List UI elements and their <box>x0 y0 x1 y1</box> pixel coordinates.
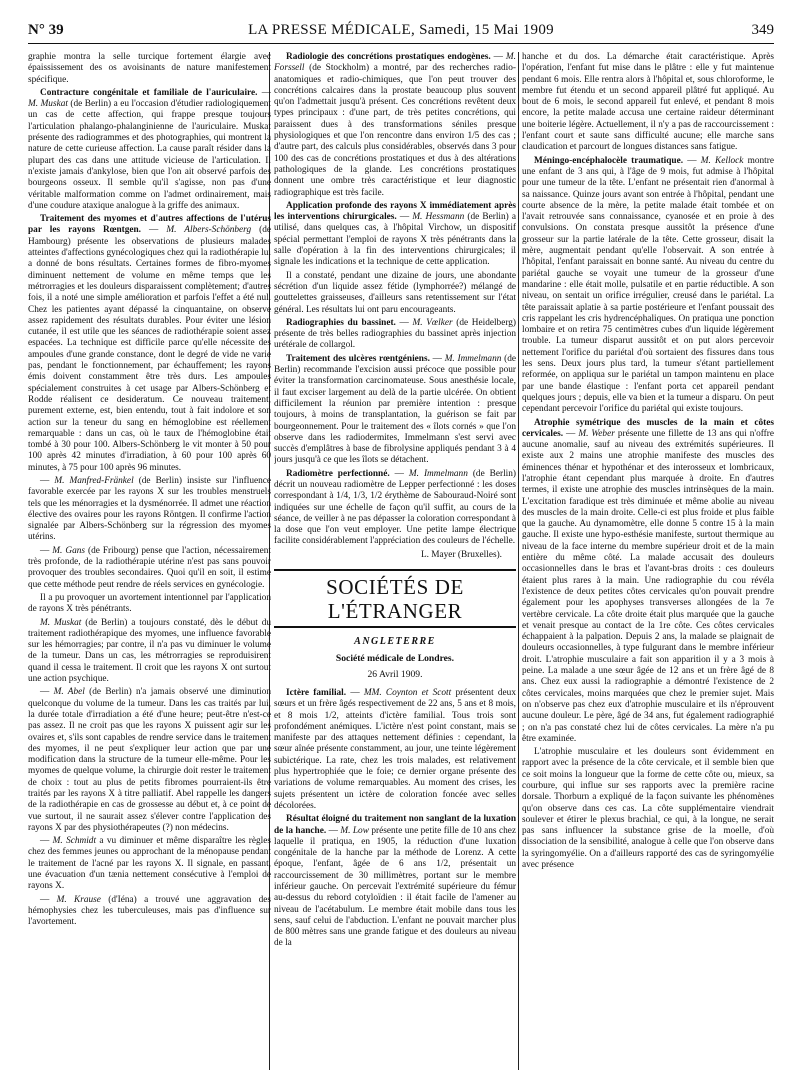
article-title: Radiographies du bassinet. <box>286 317 396 328</box>
author: M. Hessmann <box>412 212 465 223</box>
article-title: Ictère familial. <box>286 687 347 698</box>
author: M. Manfred-Fränkel <box>54 475 134 486</box>
page-number: 349 <box>751 22 774 38</box>
paragraph: hanche et du dos. La démarche était caractéristique. Après l'opération, l'enfant fut mise dans le plâtre : elle y fut maintenue pendant 6 mois. Elle rentra alors à l'hôpital et, sous chloroforme, le membre fut étendu et un second appareil plâtré fut appliqué. Au bout de 6 mois, le second appareil fut enlevé, et pendant 8 mois encore, la petite malade accusa une certaine raideur déterminant une boiterie légère. Actuellement, il n'y a pas de raccourcissement : l'enfant court et saute sans difficulté aucune; elle marche sans claudication et parcourt de longues distances sans fatigue. <box>522 52 774 153</box>
article-myomes: Traitement des myomes et d'autres affections de l'utérus par les rayons Rœntgen. — M. Albers-Schönberg (de Hambourg) présente les observations de plusieurs malades atteintes d'affections gynécologiques chez qui la radiothérapie lui a donné de bons résultats. Certaines formes de fibro-myomes diminuent nettement de volume en même temps que les métrorragies et les douleurs disparaissent complètement; d'autres fois, il a noté une simple amélioration et parfois l'effet a été nul. Chez les patientes ayant dépassé la cinquantaine, on observe assez rapidement des résultats durables. Pour éviter une lésion cutanée, il est utile que les séances de radiothérapie soient assez espacées. La technique est difficile parce qu'elle nécessite des ampoules d'une grande constance, dont le degré de vide ne varie pas, pendant le fonctionnement, par échauffement; les rayons émis doivent constamment être très durs. Les ampoules spécialement construites à cet usage par Albers-Schönberg et Rodde réalisent ce desideratum. Ce nouveau traitement, purement externe, est, bien entendu, tout à fait indolore et son action sur la teneur du sang en hémoglobine est réellement remarquable : dans un cas, où le taux de l'hémoglobine était tombé à 30 pour 100. Albers-Schönberg le vit monter à 50 pour 100 après 42 minutes d'irradiation, à 60 pour 100 après 60 minutes, à 75 pour 100 après 96 minutes. <box>28 214 271 473</box>
paragraph-text: a vu diminuer et même disparaître les règles chez des femmes jeunes ou approchant de la ménopause pendant le traitement de l'acné par les rayons X. Il signale, en passant, une évacuation d'un tænia nettement consécutive à l'emploi de rayons X. <box>28 836 271 892</box>
paragraph-text: (de Fribourg) pense que l'action, nécessairement très profonde, de la radiothérapie utérine n'est pas sans pouvoir provoquer des troubles secondaires. Quoi qu'il en soit, il estime que cette méthode peut rendre de réels services en gynécologie. <box>28 545 271 590</box>
column-left <box>28 52 271 1070</box>
column-middle <box>274 52 516 1070</box>
article-text: (de Berlin) a eu l'occasion d'étudier radiologiquement un cas de cette affection, qui frappe presque toujours l'articulation phalango-phalanginienne de l'auriculaire. Muskat présente des radiogrammes et des photographies, qui montrent la nature de cette curieuse affection. La cause paraît résider dans la plupart des cas dans une attitude vicieuse de l'articulation. Il n'existe jamais d'ankylose, bien que l'on ait observé parfois des bourgeons osseux. Il semble qu'il s'agisse, non pas d'une véritable malformation comme on l'admet ordinairement, mais d'une coudure ataxique analogue à la griffe des animaux. <box>28 99 271 211</box>
society-heading: Société médicale de Londres. <box>335 653 455 665</box>
article-text: présente une fillette de 13 ans qui n'offre aucune anomalie, sauf au niveau des extrémités supérieures. Il existe aux 2 mains une atrophie manifeste des muscles des éminences thénar et hypothénar et des interosseux et lombricaux, l'atrophie étant cependant plus marquée à droite. En d'autres termes, il existe une atrophie des muscles intrinsèques de la main. L'excitation faradique est très diminuée et même abolie au niveau des muscles de la main droite. Celle-ci est plus froide et plus faible que la gauche. Au dynamomètre, elle donne 5 contre 15 à la main gauche. Il existe une hypo-esthésie manifeste, surtout thermique au niveau de la face interne du membre supérieur droit et de la main entière du même côté. La malade accusait des douleurs occasionnelles dans le bras et l'avant-bras droits : ces douleurs étaient plus rares à la main. Une radiographie du cou révéla l'existence de deux petites côtes cervicales qu'on pouvait prendre également pour les apophyses transverses allongées de la 7e vertèbre cervicale. La côte droite était plus marquée que la gauche et venait presque au contact de la 1re côte. Ces côtes cervicales échappaient à la palpation. Depuis 2 ans, la malade se plaignait de douleurs occasionnelles, à type fulgurant dans le membre inférieur droit. L'atrophie musculaire a fait son apparition il y a 3 mois à peine. La malade a une sœur âgée de 12 ans et un frère âgé de 8 ans. Chez eux aussi la radiographie a démontré l'existence de 2 côtes cervicales, moins marquées que chez le premier sujet. Mais on n'observe pas chez eux d'atrophie musculaire et ils n'éprouvent aucune douleur. Le père, âgé de 34 ans, fut également radiographié ; on n'a pas constaté chez lui de côtes cervicales. La mère n'a pu être examinée. <box>522 428 774 744</box>
paragraph: L'atrophie musculaire et les douleurs sont évidemment en rapport avec la présence de la côte cervicale, et il semble bien que ce soit moins la longueur que la forme de cette côte ou, mieux, sa courbure, qui influe sur ses rapports avec la première racine dorsale. Thorburn a expliqué de la façon suivante les phénomènes qu'on observe dans ces cas. La côte supplémentaire viendrait soulever et étirer le plexus brachial, ce qui, à la longue, ne serait pas sans influencer la substance grise de la moelle, d'où dissociation de la sensibilité, analogue à celle que l'on observe dans la syringomyélie. On a d'ailleurs rapporté des cas de syringomyélie avec présence <box>522 747 774 871</box>
author: M. Muskat <box>28 99 68 110</box>
country-heading: ANGLETERRE <box>354 636 436 648</box>
article-title: Méningo-encéphalocèle traumatique. <box>534 155 684 166</box>
author: M. Low <box>340 825 369 836</box>
issue-number: N° 39 <box>28 22 64 38</box>
author: M. Schmidt <box>52 836 97 847</box>
author: M. Albers-Schönberg <box>166 225 252 236</box>
article-prostate: Radiologie des concrétions prostatiques endogènes. — M. Forssell (de Stockholm) a montré, par des recherches radio-anatomiques et radio-chimiques, que l'on peut trouver des concrétions calcaires dans la prostate beaucoup plus souvent qu'on l'admettait jusqu'à présent. Ces concrétions revêtent deux types principaux : d'une part, de très petites concrétions, qui paraissent dues à des transformations séniles presque physiologiques et que l'on rencontre dans environ 1/5 des cas ; d'autre part, des calculs plus considérables, observés dans 3 pour 100 des cas de concrétions prostatiques et dus à des altérations pathologiques de la glande. Les concrétions prostatiques donnent une ombre très caractéristique et leur diagnostic radiographique est très facile. <box>274 52 516 198</box>
article-text: (de Berlin) décrit un nouveau radiomètre de Lepper perfectionné : les doses correspondant à 1/4, 1/3, 1/2 érythème de Sabouraud-Noiré sont indiquées sur une échelle de façon qu'il suffit, au cours de la séance, de veiller à ne pas dépasser la coloration correspondant à la dose que l'on veut employer. Une petite lampe électrique facilite considérablement l'appréciation des couleurs de l'échelle. <box>274 468 516 547</box>
author: M. Vœlker <box>412 317 453 328</box>
author: M. Gans <box>52 545 85 556</box>
column-divider <box>518 52 519 1070</box>
paragraph-text: (de Berlin) insiste sur l'influence favorable exercée par les rayons X sur les troubles menstruels tels que les ménorragies et la dysménorrée. Il admet une réaction élective des ovaires pour les rayons Röntgen. Il confirme l'action signalée par Albers-Schönberg sur la régression des myomes utérins. <box>28 475 271 543</box>
article-title: Radiomètre perfectionné. <box>286 468 390 479</box>
paragraph: graphie montra la selle turcique fortement élargie avec épaississement des os avoisinants de nature manifestement spécifique. <box>28 52 271 85</box>
article-contracture: Contracture congénitale et familiale de l'auriculaire. — M. Muskat (de Berlin) a eu l'occasion d'étudier radiologiquement un cas de cette affection, qui frappe presque toujours l'articulation phalango-phalanginienne de l'auriculaire. Muskat présente des radiogrammes et des photographies, qui montrent la nature de cette curieuse affection. La cause paraît résider dans la plupart des cas dans une attitude vicieuse de l'articulation. Il n'existe jamais d'ankylose, bien que l'on ait observé parfois des bourgeons osseux. Il semble qu'il s'agisse, non pas d'une véritable malformation comme on l'admet ordinairement, mais d'une coudure ataxique analogue à la griffe des animaux. <box>28 87 271 211</box>
article-luxation: Résultat éloigné du traitement non sanglant de la luxation de la hanche. — M. Low présente une petite fille de 10 ans chez laquelle il pratiqua, en 1905, la réduction d'une luxation congénitale de la hanche par la méthode de Lorenz. A cette époque, l'enfant, âgée de 6 ans 1/2, présentait un raccourcissement de 30 millimètres, portant sur le membre inférieur gauche. On percevait l'extrémité supérieure du fémur au-dessus du rebord cotyloïdien : il était facile de l'amener au niveau de l'acétabulum. Le membre était mobile dans tous les sens, sauf celui de l'abduction. L'enfant ne pouvait marcher plus de 800 mètres sans une grande fatigue et des douleurs au niveau de la <box>274 814 516 949</box>
page-header <box>28 18 774 40</box>
author: M. Kellock <box>700 155 744 166</box>
article-text: (de Berlin) a utilisé, dans quelques cas, à l'hôpital Virchow, un dispositif spécial permettant l'emploi de rayons X très pénétrants dans la salle d'opération à la fin des interventions chirurgicales; il signale les indications et la technique de cette application. <box>274 212 516 268</box>
meeting-date: 26 Avril 1909. <box>367 668 423 680</box>
article-atrophie: Atrophie symétrique des muscles de la main et côtes cervicales. — M. Weber présente une fillette de 13 ans qui n'offre aucune anomalie, sauf au niveau des extrémités supérieures. Il existe aux 2 mains une atrophie manifeste des muscles des éminences thénar et hypothénar et des interosseux et lombricaux, l'atrophie étant cependant plus marquée à droite. En d'autres termes, il existe une atrophie des muscles intrinsèques de la main. L'excitation faradique est très diminuée et même abolie au niveau des muscles de la main droite. Celle-ci est plus froide et plus faible que la gauche. Au dynamomètre, elle donne 5 contre 15 à la main gauche. Il existe une hypo-esthésie manifeste, surtout thermique au niveau de la face interne du membre supérieur droit et de la main entière du même côté. La malade accusait des douleurs occasionnelles dans le bras et l'avant-bras droits : ces douleurs étaient plus rares à la main. Une radiographie du cou révéla l'existence de deux petites côtes cervicales qu'on pouvait prendre également pour les apophyses transverses allongées de la 7e vertèbre cervicale. La côte droite était plus marquée que la gauche et venait presque au contact de la 1re côte. Ces côtes cervicales échappaient à la palpation. Depuis 2 ans, la malade se plaignait de douleurs occasionnelles, à type fulgurant dans le membre inférieur droit. L'atrophie musculaire a fait son apparition il y a 3 mois à peine. La malade a une sœur âgée de 12 ans et un frère âgé de 8 ans. Chez eux aussi la radiographie a démontré l'existence de 2 côtes cervicales, moins marquées que chez le premier sujet. Mais on n'observe pas chez eux d'atrophie musculaire et ils n'éprouvent aucune douleur. Le père, âgé de 34 ans, fut également radiographié ; on n'a pas constaté chez lui de côtes cervicales. La mère n'a pu être examinée. <box>522 417 774 744</box>
article-text: présentent deux sœurs et un frère âgés respectivement de 22 ans, 5 ans et 8 mois, et 8 mois 1/2, atteints d'ictère familial. Tous trois sont profondément anémiques. L'ictère n'est point constant, mais se manifeste par des attaques nettement définies : cependant, la sœur aînée présente constamment, au jour, une teinte légèrement subictérique. La rate, chez les trois malades, est relativement plus hypertrophiée que le foie; ce dernier organe présente des variations de volume remarquables. Au moment des crises, les sujets présentent un ictère de coloration foncée avec selles décolorées. <box>274 687 516 811</box>
paragraph: Il a pu provoquer un avortement intentionnel par l'application de rayons X très pénétrants. <box>28 592 271 615</box>
paragraph: — M. Gans (de Fribourg) pense que l'action, nécessairement très profonde, de la radiothérapie utérine n'est pas sans pouvoir provoquer des troubles secondaires. Quoi qu'il en soit, il estime que cette méthode peut rendre de réels services en gynécologie. <box>28 545 271 590</box>
header-rule <box>28 43 774 44</box>
author: M. Immelmann <box>408 468 468 479</box>
author: M. Immelmann <box>444 353 502 364</box>
article-text: (de Hambourg) présente les observations de plusieurs malades atteintes d'affections gynécologiques chez qui la radiothérapie lui a donné de bons résultats. Certaines formes de fibro-myomes diminuent nettement de volume en même temps que les métrorragies et les douleurs disparaissent complètement; d'autres fois, il a noté une simple amélioration et parfois l'effet a été nul. Chez les patientes ayant dépassé la cinquantaine, on observe assez rapidement des résultats durables. Pour éviter une lésion cutanée, il est utile que les séances de radiothérapie soient assez espacées. La technique est difficile parce qu'elle nécessite des ampoules d'une grande constance, dont le degré de vide ne varie pas, pendant le fonctionnement, par échauffement; les rayons émis doivent constamment être très durs. Les ampoules spécialement construites à cet usage par Albers-Schönberg et Rodde réalisent ce desideratum. Ce nouveau traitement, purement externe, est, bien entendu, tout à fait indolore et son action sur la teneur du sang en hémoglobine est réellement remarquable : dans un cas, où le taux de l'hémoglobine était tombé à 30 pour 100. Albers-Schönberg le vit monter à 50 pour 100 après 42 minutes d'irradiation, à 60 pour 100 après 60 minutes, à 75 pour 100 après 96 minutes. <box>28 225 271 473</box>
paragraph: — M. Abel (de Berlin) n'a jamais observé une diminution quelconque du volume de la tumeur. Dans les cas traités par lui, la durée totale d'irradiation a été d'une heure; peut-être n'est-ce pas assez. Il ne croit pas que les rayons X puissent agir sur les ovaires et, s'ils sont capables de rendre service dans le traitement des myomes, il ne peut s'expliquer leur action que par une modification dans la structure de la tumeur elle-même. Pour les myomes de quelque volume, la chirurgie doit rester le traitement de choix : tout au plus de petits fibromes pourraient-ils être traités par les rayons X à titre palliatif. Abel rappelle les dangers de la radiothérapie en cas de grossesse au début et, à ce point de vue surtout, il ne saurait assez s'élever contre l'application des rayons X par des physiothérapeutes (?) non médecins. <box>28 687 271 833</box>
article-rayons-profonds: Application profonde des rayons X immédiatement après les interventions chirurgicales. — M. Hessmann (de Berlin) a utilisé, dans quelques cas, à l'hôpital Virchow, un dispositif spécial permettant l'emploi de rayons X très pénétrants dans la salle d'opération à la fin des interventions chirurgicales; il signale les indications et la technique de cette application. <box>274 200 516 268</box>
author: M. Weber <box>578 428 615 439</box>
column-right <box>522 52 774 1070</box>
article-title: Traitement des ulcères rœntgéniens. <box>286 353 430 364</box>
paragraph: — M. Manfred-Fränkel (de Berlin) insiste sur l'influence favorable exercée par les rayons X sur les troubles menstruels tels que les ménorragies et la dysménorrée. Il admet une réaction élective des ovaires pour les rayons Röntgen. Il confirme l'action signalée par Albers-Schönberg sur la régression des myomes utérins. <box>28 475 271 543</box>
paragraph: Il a constaté, pendant une dizaine de jours, une abondante sécrétion d'un liquide assez fétide (lymphorrée?) mélangé de gouttelettes graisseuses, d'ailleurs sans retentissement sur l'état général. Les résultats lui ont paru encourageants. <box>274 270 516 315</box>
author: M. Abel <box>53 687 85 698</box>
article-title: Contracture congénitale et familiale de l'auriculaire. <box>40 87 258 98</box>
article-title: Traitement des myomes et d'autres affections de l'utérus par les rayons Rœntgen. <box>28 214 271 236</box>
article-title: Application profonde des rayons X immédiatement après les interventions chirurgicales. <box>274 200 516 223</box>
article-ictere: Ictère familial. — MM. Coynton et Scott présentent deux sœurs et un frère âgés respectivement de 22 ans, 5 ans et 8 mois, et 8 mois 1/2, atteints d'ictère familial. Tous trois sont profondément anémiques. L'ictère n'est point constant, mais se manifeste par des attaques nettement définies : cependant, la sœur aînée présente constamment, au jour, une teinte légèrement subictérique. La rate, chez les trois malades, est relativement plus hypertrophiée que le foie; ce dernier organe présente des variations de volume remarquables. Au moment des crises, les sujets présentent un ictère de coloration foncée avec selles décolorées. <box>274 687 516 811</box>
article-bassinet: Radiographies du bassinet. — M. Vœlker (de Heidelberg) présente de très belles radiographies du bassinet après injection urétérale de collargol. <box>274 317 516 351</box>
paragraph: — M. Krause (d'Iéna) a trouvé une aggravation des hémophysies chez les tuberculeuses, mais pas d'influence sur l'avortement. <box>28 894 271 928</box>
author: M. Muskat <box>40 617 82 628</box>
paragraph-text: (de Berlin) n'a jamais observé une diminution quelconque du volume de la tumeur. Dans les cas traités par lui, la durée totale d'irradiation a été d'une heure; peut-être n'est-ce pas assez. Il ne croit pas que les rayons X puissent agir sur les ovaires et, s'ils sont capables de rendre service dans le traitement des myomes, il ne peut s'expliquer leur action que par une modification dans la structure de la tumeur elle-même. Pour les myomes de quelque volume, la chirurgie doit rester le traitement de choix : tout au plus de petits fibromes pourraient-ils être traités par les rayons X à titre palliatif. Abel rappelle les dangers de la radiothérapie en cas de grossesse au début et, à ce point de vue surtout, il ne saurait assez s'élever contre l'application des rayons X par des physiothérapeutes (?) non médecins. <box>28 687 271 833</box>
author: M. Krause <box>56 894 101 905</box>
article-title: Résultat éloigné du traitement non sanglant de la luxation de la hanche. <box>274 814 516 836</box>
article-text: (de Heidelberg) présente de très belles radiographies du bassinet après injection urétérale de collargol. <box>274 317 516 351</box>
section-title: SOCIÉTÉS DE L'ÉTRANGER <box>274 569 516 628</box>
journal-title: LA PRESSE MÉDICALE, Samedi, 15 Mai 1909 <box>248 22 554 38</box>
author: M. Forssell <box>274 52 516 74</box>
paragraph <box>28 618 271 686</box>
signature: L. Mayer (Bruxelles). <box>420 549 502 560</box>
article-ulceres: Traitement des ulcères rœntgéniens. — M. Immelmann (de Berlin) recommande l'excision aussi précoce que possible pour éviter la transformation carcinomateuse. Sous anesthésie locale, il faut exciser largement au delà de la partie ulcérée. On obtient difficilement la réunion par première intention : presque toujours, à moins de transplantation, la guérison se fait par bourgeonnement. Pour le traitement des « îlots cornés » que l'on observe dans les radiodermites, Immelmann s'est servi avec succès d'emplâtres à base de fibrolysine appliqués pendant 3 à 4 jours jusqu'à ce que les îlots se détachent. <box>274 353 516 466</box>
article-meningo: Méningo-encéphalocèle traumatique. — M. Kellock montre une enfant de 3 ans qui, à l'âge de 9 mois, fut admise à l'hôpital pour une tumeur de la tête. L'enfant ne présentait rien d'anormal à sa naissance. Quinze jours avant son entrée à l'hôpital, pendant une courte absence de la mère, la petite malade était tombée et on l'avait retrouvée sans connaissance, cyanosée et en proie à des convulsions. On constata presque aussitôt la présence d'une grosseur sur la partie latérale de la tête. Cette grosseur, disait la mère, augmentait pendant qu'elle l'observait. A son entrée à l'hôpital, l'enfant paraissait en bonne santé. Au niveau du centre du pariétal gauche se voyait une tumeur de la grosseur d'une mandarine : elle était molle, pulsatile et en partie réductible. A son niveau, on sentait un orifice irrégulier, creusé dans le pariétal. La tête paraissait aplatie à sa partie postérieure et l'enfant poussait des cris rappelant les cris hydrencéphaliques. On pratiqua une ponction lombaire et on retira 75 centimètres cubes d'un liquide légèrement trouble. La tumeur disparut aussitôt et on put alors percevoir nettement l'orifice du pariétal d'où sortaient des fissures dans tous les sens. Deux jours plus tard, la tumeur s'étant partiellement reformée, on appliqua sur le pariétal un tampon maintenu en place par une bande élastique : l'enfant porta cet appareil pendant quelques jours ; depuis, elle va bien et la tumeur a disparu. On peut cependant percevoir l'orifice du pariétal qui existe toujours. <box>522 155 774 415</box>
article-text: présente une petite fille de 10 ans chez laquelle il pratiqua, en 1905, la réduction d'une luxation congénitale de la hanche par la méthode de Lorenz. A cette époque, l'enfant, âgée de 6 ans 1/2, présentait un raccourcissement de 30 millimètres, portant sur le membre inférieur gauche. On percevait l'extrémité supérieure du fémur au-dessus du rebord cotyloïdien : il était facile de l'amener au niveau de l'acétabulum. Le membre était mobile dans tous les sens, sauf celui de l'abduction. L'enfant ne pouvait marcher plus de 800 mètres sans une grande fatigue et des douleurs au niveau de la <box>274 825 516 949</box>
article-radiometre: Radiomètre perfectionné. — M. Immelmann (de Berlin) décrit un nouveau radiomètre de Lepper perfectionné : les doses correspondant à 1/4, 1/3, 1/2 érythème de Sabouraud-Noiré sont indiquées sur une échelle de façon qu'il suffit, au cours de la séance, de veiller à ne pas dépasser la coloration correspondant à la dose que l'on veut employer. Une petite lampe électrique facilite considérablement l'appréciation des couleurs de l'échelle. <box>274 468 516 547</box>
author: MM. Coynton et Scott <box>363 687 452 698</box>
article-text: montre une enfant de 3 ans qui, à l'âge de 9 mois, fut admise à l'hôpital pour une tumeur de la tête. L'enfant ne présentait rien d'anormal à sa naissance. Quinze jours avant son entrée à l'hôpital, pendant une courte absence de la mère, la petite malade était tombée et on l'avait retrouvée sans connaissance, cyanosée et en proie à des convulsions. On constata presque aussitôt la présence d'une grosseur sur la partie latérale de la tête. Cette grosseur, disait la mère, augmentait pendant qu'elle l'observait. A son entrée à l'hôpital, l'enfant paraissait en bonne santé. Au niveau du centre du pariétal gauche se voyait une tumeur de la grosseur d'une mandarine : elle était molle, pulsatile et en partie réductible. A son niveau, on sentait un orifice irrégulier, creusé dans le pariétal. La tête paraissait aplatie à sa partie postérieure et l'enfant poussait des cris rappelant les cris hydrencéphaliques. On pratiqua une ponction lombaire et on retira 75 centimètres cubes d'un liquide légèrement trouble. La tumeur disparut aussitôt et on put alors percevoir nettement l'orifice du pariétal d'où sortaient des fissures dans tous les sens. Deux jours plus tard, la tumeur s'étant partiellement reformée, on appliqua sur le pariétal un tampon maintenu en place par une bande élastique : l'enfant porta cet appareil pendant quelques jours ; depuis, elle va bien et la tumeur a disparu. On peut cependant percevoir l'orifice du pariétal qui existe toujours. <box>522 155 774 415</box>
paragraph-text: (d'Iéna) a trouvé une aggravation des hémophysies chez les tuberculeuses, mais pas d'influence sur l'avortement. <box>28 894 271 928</box>
paragraph: — M. Schmidt a vu diminuer et même disparaître les règles chez des femmes jeunes ou approchant de la ménopause pendant le traitement de l'acné par les rayons X. Il signale, en passant, une évacuation d'un tænia nettement consécutive à l'emploi de rayons X. <box>28 836 271 892</box>
article-title: Radiologie des concrétions prostatiques endogènes. <box>286 52 491 62</box>
paragraph-text: (de Berlin) a toujours constaté, dès le début du traitement radiothérapique des myomes, une influence favorable sur les hémorragies; par contre, il n'a pas vu diminuer le volume de la tumeur. Dans un cas, les métrorragies se reproduisirent quand il cessa le traitement. Il croit que les rayons X ont surtout une action psychique. <box>28 617 271 685</box>
article-text: (de Berlin) recommande l'excision aussi précoce que possible pour éviter la transformation carcinomateuse. Sous anesthésie locale, il faut exciser largement au delà de la partie ulcérée. On obtient difficilement la réunion par première intention : presque toujours, à moins de transplantation, la guérison se fait par bourgeonnement. Pour le traitement des « îlots cornés » que l'on observe dans les radiodermites, Immelmann s'est servi avec succès d'emplâtres à base de fibrolysine appliqués pendant 3 à 4 jours jusqu'à ce que les îlots se détachent. <box>274 353 516 466</box>
article-title: Atrophie symétrique des muscles de la main et côtes cervicales. <box>522 417 774 439</box>
article-text: (de Stockholm) a montré, par des recherches radio-anatomiques et radio-chimiques, que l'on peut trouver des concrétions calcaires dans la prostate beaucoup plus souvent qu'on l'admettait jusqu'à présent. Ces concrétions revêtent deux types principaux : d'une part, de très petites concrétions, qui paraissent dues à des transformations séniles presque physiologiques et que l'on rencontre dans environ 1/5 des cas ; d'autre part, des calculs plus considérables, observés dans 3 pour 100 des cas de concrétions prostatiques et dus à des altérations pathologiques de la glande. Les concrétions prostatiques donnent une ombre très caractéristique et leur diagnostic radiographique est très facile. <box>274 63 516 198</box>
